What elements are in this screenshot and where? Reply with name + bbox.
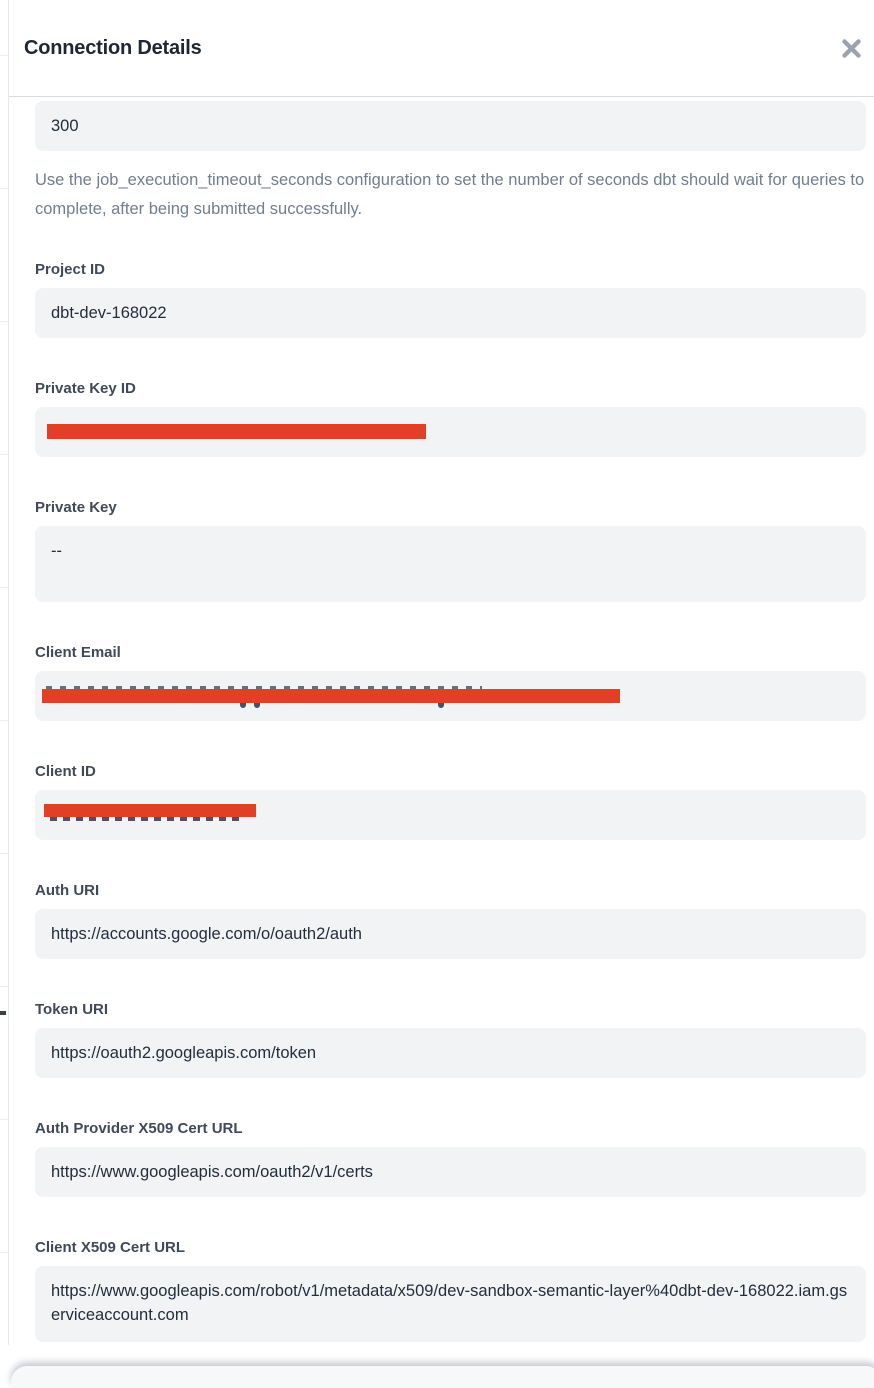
field-section — [35, 1119, 866, 1197]
field-label: Client Email — [35, 644, 121, 661]
modal-body — [9, 97, 874, 1342]
field-label: Private Key ID — [35, 380, 136, 397]
project-id-input[interactable] — [35, 288, 866, 338]
field-label: Project ID — [35, 261, 106, 278]
field-value: dbt-dev-168022 — [51, 304, 167, 322]
field-label: Auth URI — [35, 882, 100, 899]
background-page-edge — [0, 0, 9, 1345]
auth-provider-x509-cert-url-input[interactable] — [35, 1147, 866, 1197]
modal-title: Connection Details — [24, 36, 202, 59]
modal-header — [9, 0, 874, 97]
field-value: https://www.googleapis.com/oauth2/v1/certs — [51, 1163, 373, 1181]
field-label: Private Key — [35, 499, 117, 516]
field-section — [35, 498, 866, 602]
field-section — [35, 1000, 866, 1078]
field-value: -- — [51, 542, 62, 560]
client-email-input[interactable] — [35, 671, 866, 721]
auth-uri-input[interactable] — [35, 909, 866, 959]
field-label: Auth Provider X509 Cert URL — [35, 1120, 243, 1137]
field-section — [35, 260, 866, 338]
field-value: https://oauth2.googleapis.com/token — [51, 1044, 317, 1062]
private-key-id-input[interactable] — [35, 407, 866, 457]
redaction-bar — [47, 424, 426, 439]
client-x509-cert-url-input[interactable] — [35, 1266, 866, 1342]
field-section — [35, 1238, 866, 1342]
field-label: Client X509 Cert URL — [35, 1239, 186, 1256]
x-icon — [841, 38, 862, 59]
field-section — [35, 762, 866, 840]
redaction-bar — [42, 689, 620, 703]
timeout-help-text: Use the job_execution_timeout_seconds configuration to set the number of seconds dbt should wait for queries to complete, after being submitted successfully. — [35, 171, 865, 218]
background-page-artifact — [0, 1011, 6, 1015]
field-section — [35, 379, 866, 457]
token-uri-input[interactable] — [35, 1028, 866, 1078]
modal-footer-edge — [11, 1366, 874, 1388]
field-value: 300 — [51, 117, 79, 135]
field-value: https://www.googleapis.com/robot/v1/metadata/x509/dev-sandbox-semantic-layer%40dbt-dev-168022.iam.gserviceaccount.com — [51, 1282, 848, 1324]
private-key-input[interactable] — [35, 526, 866, 602]
connection-details-modal — [9, 0, 874, 1372]
field-value: https://accounts.google.com/o/oauth2/auth — [51, 925, 362, 943]
redaction-bar — [44, 804, 256, 817]
close-button[interactable] — [834, 31, 868, 65]
client-id-input[interactable] — [35, 790, 866, 840]
fields-container — [35, 260, 866, 1342]
field-label: Client ID — [35, 763, 96, 780]
field-section — [35, 881, 866, 959]
timeout-seconds-input[interactable] — [35, 101, 866, 151]
field-section — [35, 643, 866, 721]
field-label: Token URI — [35, 1001, 109, 1018]
